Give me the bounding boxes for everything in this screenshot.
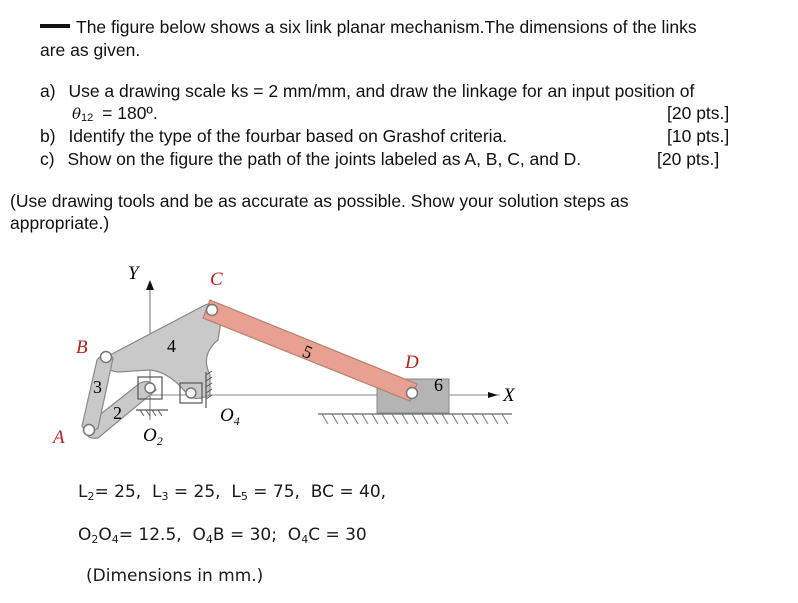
joint-b-pin <box>101 352 112 363</box>
joint-a-label: A <box>53 427 65 448</box>
y-axis-arrow-icon <box>146 280 154 290</box>
question-b-text: Identify the type of the fourbar based on Grashof criteria. <box>68 126 508 146</box>
intro-line-2: are as given. <box>40 40 141 60</box>
ground-hatch <box>322 414 508 424</box>
joint-c-pin <box>207 305 218 316</box>
link-3-label: 3 <box>93 377 102 397</box>
question-b-label: b) <box>40 126 56 146</box>
question-c-text: Show on the figure the path of the joints labeled as A, B, C, and D. <box>67 149 582 169</box>
dimensions-line-2: O2O4= 12.5, O4B = 30; O4C = 30 <box>78 525 367 546</box>
question-a-label: a) <box>40 81 56 101</box>
joint-b-label: B <box>76 337 88 358</box>
note-line-2: appropriate.) <box>10 213 110 233</box>
question-c-points: [20 pts.] <box>657 149 720 169</box>
theta-subscript: 12 <box>81 112 94 124</box>
pivot-o2-label: $O_2$ <box>143 425 163 448</box>
units-note: (Dimensions in mm.) <box>86 566 264 586</box>
question-a-points: [20 pts.] <box>667 103 730 123</box>
dimensions-line-1: L2= 25, L3 = 25, L5 = 75, BC = 40, <box>78 482 387 503</box>
joint-d-pin <box>407 388 418 399</box>
question-c-label: c) <box>40 149 55 169</box>
question-b-points: [10 pts.] <box>667 126 730 146</box>
pivot-o4-label: $O_4$ <box>220 405 240 428</box>
pivot-o2-pin <box>145 383 155 393</box>
question-a-text: Use a drawing scale ks = 2 mm/mm, and draw the linkage for an input position of <box>68 81 695 101</box>
link-2-label: 2 <box>113 403 122 423</box>
theta-value: = 180º. <box>102 103 158 123</box>
joint-a-pin <box>84 425 95 436</box>
pivot-o4-pin <box>186 388 196 398</box>
axis-x-label: X <box>503 385 515 406</box>
joint-d-label: D <box>405 352 419 373</box>
intro-text-1: The figure below shows a six link planar mechanism.The dimensions of the links <box>76 17 697 37</box>
axis-y-label: Y <box>128 263 139 284</box>
theta-symbol: θ <box>72 105 82 123</box>
link-5-label: 5 <box>299 340 316 363</box>
x-axis-arrow-icon <box>488 392 498 398</box>
link-6-label: 6 <box>434 375 443 395</box>
joint-c-label: C <box>210 269 223 290</box>
note-line-1: (Use drawing tools and be as accurate as possible. Show your solution steps as <box>10 191 629 211</box>
link-4-label: 4 <box>167 336 176 356</box>
